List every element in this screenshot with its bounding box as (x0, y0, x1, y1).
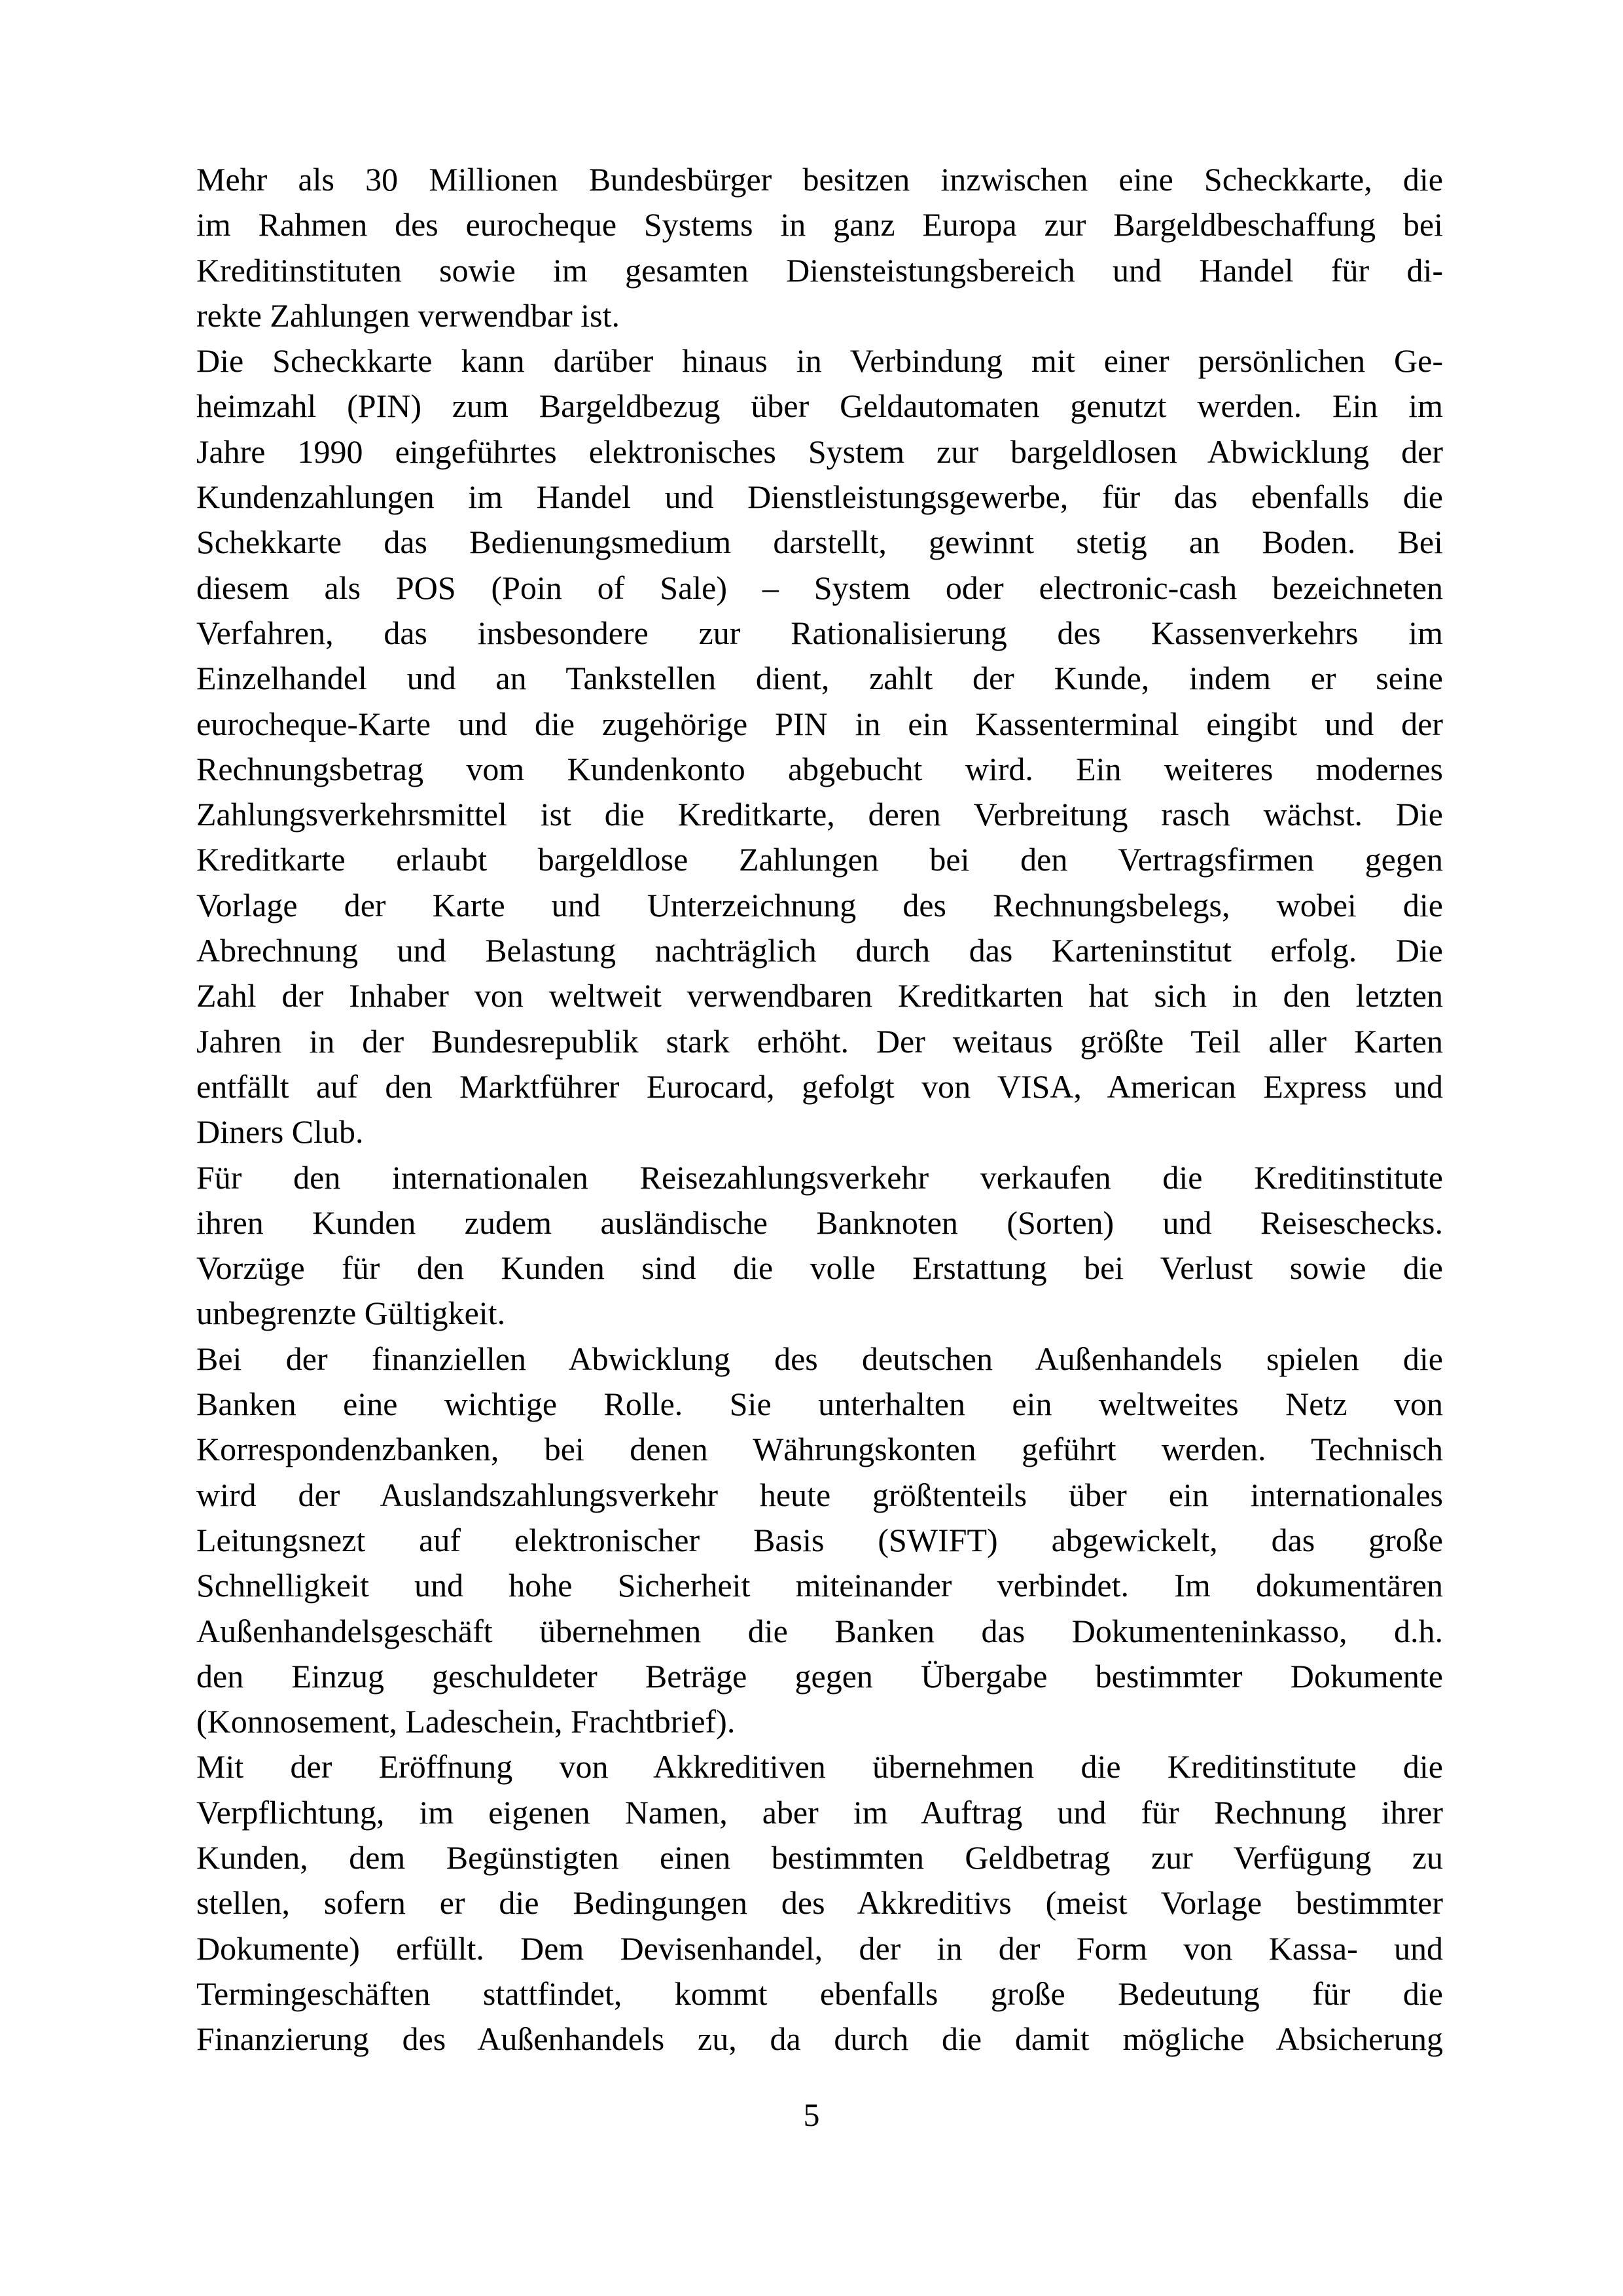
text-line: rekte Zahlungen verwendbar ist. (196, 296, 620, 334)
text-line: entfällt auf den Marktführer Eurocard, gefolgt von VISA, American Express und (196, 1067, 1443, 1105)
text-line: Jahren in der Bundesrepublik stark erhöht. Der weitaus größte Teil aller Karten (196, 1022, 1443, 1060)
text-line: Kreditinstituten sowie im gesamten Diensteistungsbereich und Handel für di- (196, 251, 1443, 289)
paragraph (196, 1336, 1443, 1745)
text-line: Vorlage der Karte und Unterzeichnung des Rechnungsbelegs, wobei die (196, 886, 1443, 924)
text-line: Zahl der Inhaber von weltweit verwendbaren Kreditkarten hat sich in den letzten (196, 977, 1443, 1014)
text-line: Für den internationalen Reisezahlungsverkehr verkaufen die Kreditinstitute (196, 1158, 1443, 1196)
text-line: diesem als POS (Poin of Sale) – System oder electronic-cash bezeichneten (196, 569, 1443, 606)
text-line: den Einzug geschuldeter Beträge gegen Übergabe bestimmter Dokumente (196, 1657, 1443, 1695)
paragraph (196, 338, 1443, 1155)
text-line: Termingeschäften stattfindet, kommt ebenfalls große Bedeutung für die (196, 1975, 1443, 2012)
text-line: Jahre 1990 eingeführtes elektronisches System zur bargeldlosen Abwicklung der (196, 433, 1443, 470)
text-line: Bei der finanziellen Abwicklung des deutschen Außenhandels spielen die (196, 1340, 1443, 1377)
text-line: Kunden, dem Begünstigten einen bestimmten Geldbetrag zur Verfügung zu (196, 1839, 1443, 1876)
text-line: Verfahren, das insbesondere zur Rationalisierung des Kassenverkehrs im (196, 614, 1443, 651)
text-line: Banken eine wichtige Rolle. Sie unterhalten ein weltweites Netz von (196, 1386, 1443, 1423)
text-line: Mehr als 30 Millionen Bundesbürger besitzen inzwischen eine Scheckkarte, die (196, 161, 1443, 198)
text-line: heimzahl (PIN) zum Bargeldbezug über Geldautomaten genutzt werden. Ein im (196, 387, 1443, 425)
text-line: Finanzierung des Außenhandels zu, da durch die damit mögliche Absicherung (196, 2020, 1443, 2058)
text-line: Mit der Eröffnung von Akkreditiven übernehmen die Kreditinstitute die (196, 1748, 1443, 1785)
text-line: unbegrenzte Gültigkeit. (196, 1295, 506, 1332)
text-line: Leitungsnezt auf elektronischer Basis (SWIFT) abgewickelt, das große (196, 1521, 1443, 1558)
text-line: Vorzüge für den Kunden sind die volle Erstattung bei Verlust sowie die (196, 1249, 1443, 1287)
text-line: Dokumente) erfüllt. Dem Devisenhandel, der in der Form von Kassa- und (196, 1929, 1443, 1967)
paragraph (196, 157, 1443, 338)
text-line: (Konnosement, Ladeschein, Frachtbrief). (196, 1703, 736, 1740)
text-line: Verpflichtung, im eigenen Namen, aber im Auftrag und für Rechnung ihrer (196, 1793, 1443, 1831)
text-line: Schnelligkeit und hohe Sicherheit miteinander verbindet. Im dokumentären (196, 1567, 1443, 1604)
text-line: Die Scheckkarte kann darüber hinaus in Verbindung mit einer persönlichen Ge- (196, 342, 1443, 380)
text-line: Rechnungsbetrag vom Kundenkonto abgebucht wird. Ein weiteres modernes (196, 750, 1443, 787)
paragraph (196, 1155, 1443, 1336)
body-text (196, 157, 1443, 2062)
text-line: Schekkarte das Bedienungsmedium darstellt, gewinnt stetig an Boden. Bei (196, 524, 1443, 561)
text-line: ihren Kunden zudem ausländische Banknoten (Sorten) und Reiseschecks. (196, 1204, 1443, 1241)
text-line: Einzelhandel und an Tankstellen dient, zahlt der Kunde, indem er seine (196, 660, 1443, 697)
text-line: Korrespondenzbanken, bei denen Währungskonten geführt werden. Technisch (196, 1431, 1443, 1468)
text-line: Kundenzahlungen im Handel und Dienstleistungsgewerbe, für das ebenfalls die (196, 478, 1443, 516)
text-line: wird der Auslandszahlungsverkehr heute größtenteils über ein internationales (196, 1476, 1443, 1513)
text-line: im Rahmen des eurocheque Systems in ganz Europa zur Bargeldbeschaffung bei (196, 206, 1443, 243)
page-number: 5 (803, 2096, 820, 2133)
text-line: Diners Club. (196, 1113, 364, 1151)
text-line: Zahlungsverkehrsmittel ist die Kreditkarte, deren Verbreitung rasch wächst. Die (196, 796, 1443, 833)
text-line: Außenhandelsgeschäft übernehmen die Banken das Dokumenteninkasso, d.h. (196, 1612, 1443, 1649)
text-line: Kreditkarte erlaubt bargeldlose Zahlungen bei den Vertragsfirmen gegen (196, 841, 1443, 878)
paragraph (196, 1744, 1443, 2062)
text-line: eurocheque-Karte und die zugehörige PIN in ein Kassenterminal eingibt und der (196, 705, 1443, 742)
text-line: stellen, sofern er die Bedingungen des Akkreditivs (meist Vorlage bestimmter (196, 1884, 1443, 1922)
text-line: Abrechnung und Belastung nachträglich durch das Karteninstitut erfolg. Die (196, 932, 1443, 969)
